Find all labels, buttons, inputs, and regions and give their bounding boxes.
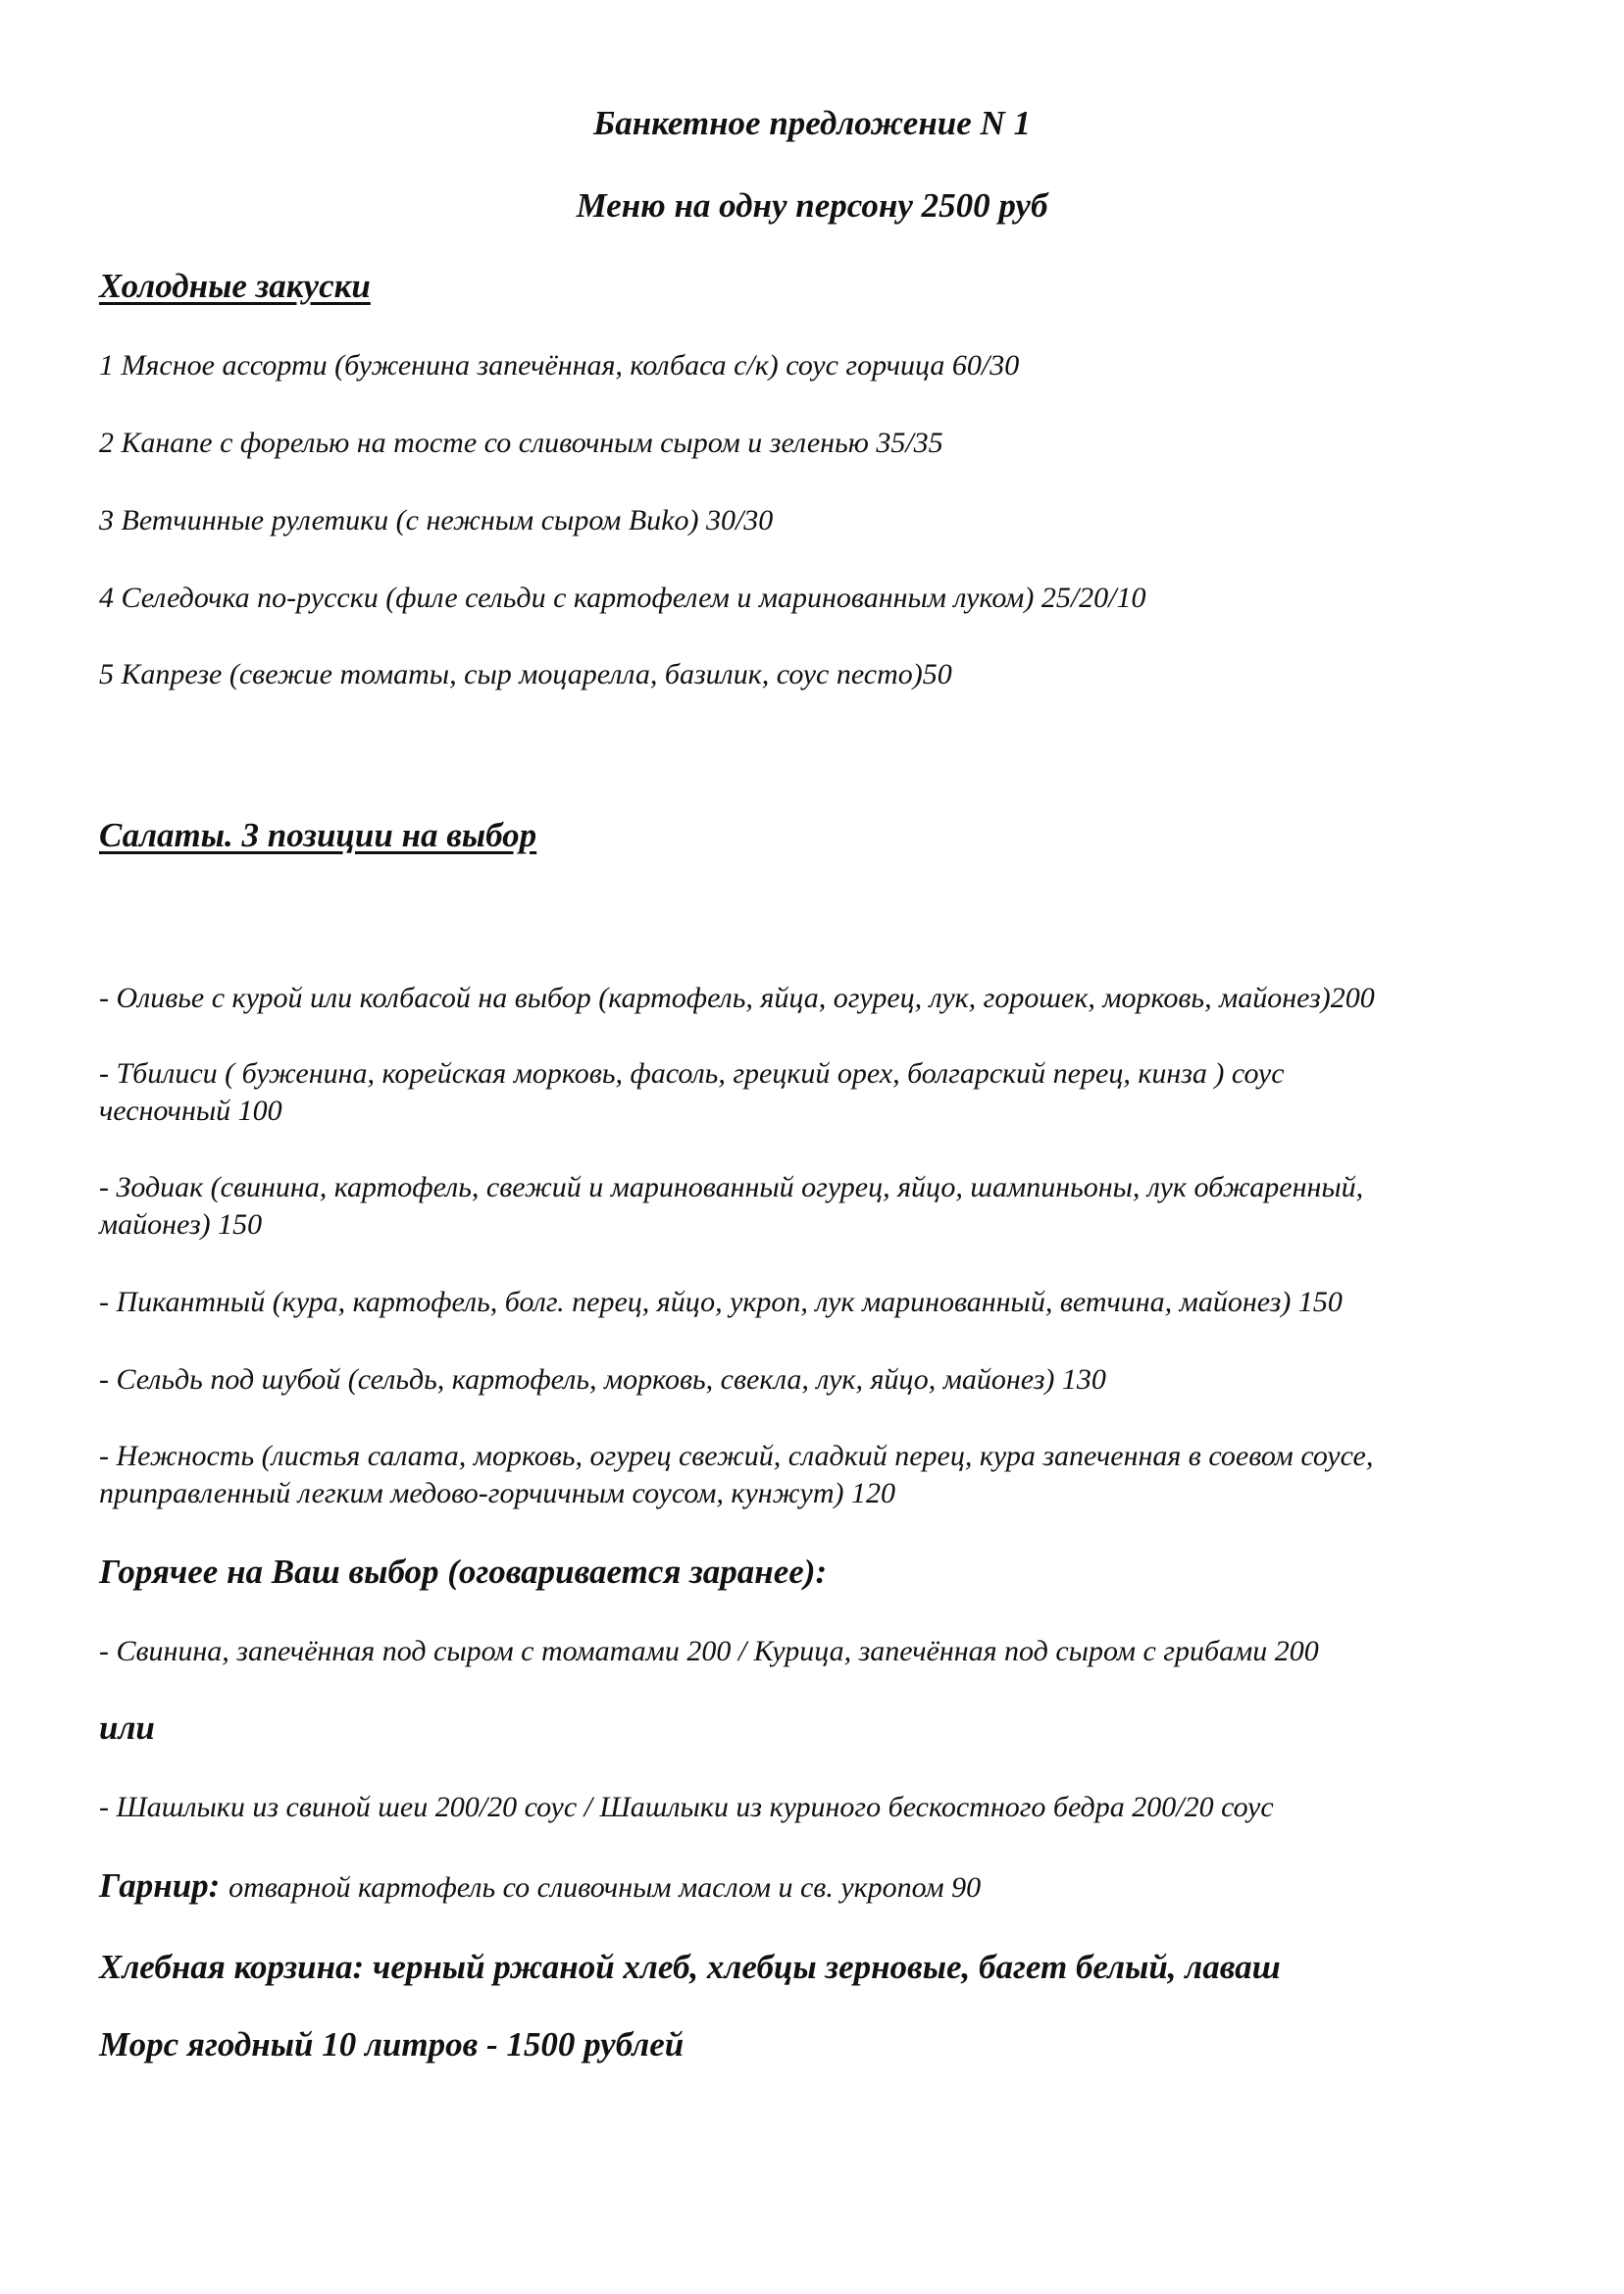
hot-heading: Горячее на Ваш выбор (оговаривается заранее): [99, 1553, 828, 1591]
salad-item: - Зодиак (свинина, картофель, свежий и маринованный огурец, яйцо, шампиньоны, лук обжаренный, [99, 1171, 1364, 1203]
hot-option: - Свинина, запечённая под сыром с томатами 200 / Курица, запечённая под сыром с грибами 200 [99, 1635, 1319, 1667]
salad-item: - Тбилиси ( буженина, корейская морковь, фасоль, грецкий орех, болгарский перец, кинза ) соус [99, 1057, 1285, 1090]
salad-item: - Оливье с курой или колбасой на выбор (картофель, яйца, огурец, лук, горошек, морковь, майонез)200 [99, 982, 1375, 1014]
salads-heading: Салаты. 3 позиции на выбор [99, 816, 537, 854]
cold-item: 3 Ветчинные рулетики (с нежным сыром Виko) 30/30 [99, 504, 774, 536]
drink-line: Морс ягодный 10 литров - 1500 рублей [99, 2025, 685, 2064]
cold-heading: Холодные закуски [99, 267, 371, 305]
salad-item-continued: приправленный легким медово-горчичным соусом, кунжут) 120 [99, 1477, 896, 1509]
garnish-text: отварной картофель со сливочным маслом и св. укропом 90 [228, 1871, 982, 1904]
page-subtitle: Меню на одну персону 2500 руб [576, 186, 1048, 225]
hot-option: - Шашлыки из свиной шеи 200/20 соус / Шашлыки из куриного бескостного бедра 200/20 соус [99, 1791, 1274, 1823]
salad-item: - Пикантный (кура, картофель, болг. перец, яйцо, укроп, лук маринованный, ветчина, майонез) 150 [99, 1286, 1343, 1318]
page-title: Банкетное предложение N 1 [592, 104, 1032, 142]
salad-item-continued: чесночный 100 [99, 1095, 282, 1127]
salad-item: - Нежность (листья салата, морковь, огурец свежий, сладкий перец, кура запеченная в соевом соусе, [99, 1440, 1374, 1472]
cold-item: 1 Мясное ассорти (буженина запечённая, колбаса с/к) соус горчица 60/30 [99, 349, 1020, 382]
garnish-label: Гарнир: [99, 1866, 221, 1905]
salad-item-continued: майонез) 150 [99, 1208, 263, 1241]
bread-line: Хлебная корзина: черный ржаной хлеб, хлебцы зерновые, багет белый, лаваш [99, 1948, 1281, 1986]
hot-or: или [99, 1708, 155, 1747]
cold-item: 2 Канапе с форелью на тосте со сливочным сыром и зеленью 35/35 [99, 427, 943, 459]
cold-item: 4 Селедочка по-русски (филе сельди с картофелем и маринованным луком) 25/20/10 [99, 582, 1146, 614]
cold-item: 5 Капрезе (свежие томаты, сыр моцарелла, базилик, соус песто)50 [99, 658, 952, 690]
garnish-line [99, 1866, 981, 1908]
salad-item: - Сельдь под шубой (сельдь, картофель, морковь, свекла, лук, яйцо, майонез) 130 [99, 1363, 1106, 1396]
